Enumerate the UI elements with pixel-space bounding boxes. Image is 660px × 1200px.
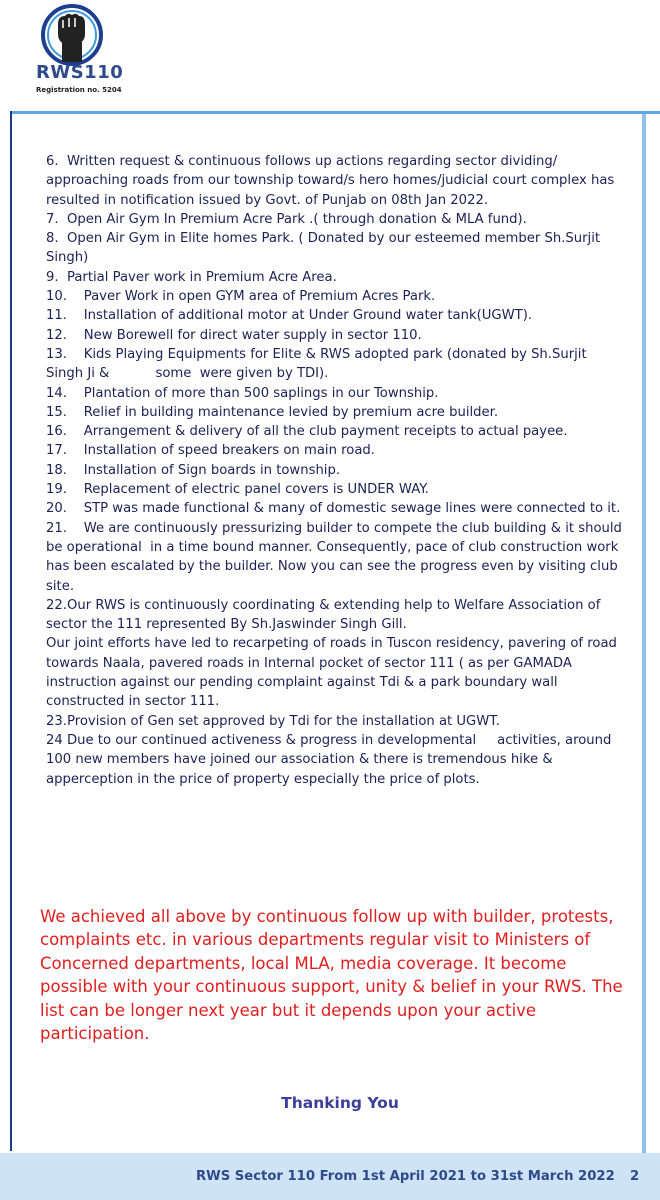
list-item: 24 Due to our continued activeness & progress in developmental activities, around 100 new members have joined our association & there is tremendous hike & apperception in the price of property especially the price of plots.	[46, 732, 616, 787]
registration-number: Registration no. 5204	[36, 86, 122, 94]
footer	[0, 1153, 660, 1200]
list-item: 11. Installation of additional motor at Under Ground water tank(UGWT).	[46, 308, 533, 324]
logo	[36, 4, 108, 66]
list-item: 14. Plantation of more than 500 saplings in our Township.	[46, 385, 439, 401]
list-item: 16. Arrangement & delivery of all the club payment receipts to actual payee.	[46, 424, 568, 440]
footer-text: RWS Sector 110 From 1st April 2021 to 31st March 2022	[196, 1169, 615, 1184]
list-item: 13. Kids Playing Equipments for Elite & RWS adopted park (donated by Sh.Surjit Singh Ji & some were given by TDI).	[46, 346, 591, 382]
list-item: 7. Open Air Gym In Premium Acre Park .( through donation & MLA fund).	[46, 211, 527, 227]
frame-right-border	[642, 114, 646, 1154]
list-item: 9. Partial Paver work in Premium Acre Area.	[46, 269, 337, 285]
list-item: 17. Installation of speed breakers on main road.	[46, 443, 375, 459]
list-item: 18. Installation of Sign boards in township.	[46, 462, 341, 478]
list-item: 8. Open Air Gym in Elite homes Park. ( Donated by our esteemed member Sh.Surjit Singh)	[46, 231, 605, 266]
list-item: 20. STP was made functional & many of domestic sewage lines were connected to it.	[46, 501, 621, 517]
raised-fist-logo-icon	[36, 4, 108, 66]
page-number: 2	[630, 1169, 640, 1184]
appeal-paragraph	[40, 905, 630, 1045]
org-name: RWS110	[36, 62, 124, 83]
list-item: 19. Replacement of electric panel covers is UNDER WAY.	[46, 482, 429, 498]
list-item: Our joint efforts have led to recarpeting of roads in Tuscon residency, pavering of road towards Naala, pavered roads in Internal pocket of sector 111 ( as per GAMADA instruction against our pending complaint against Tdi & a park boundary wall constructed in sector 111.	[46, 636, 622, 710]
achievements-list	[46, 152, 626, 789]
appeal-text: We achieved all above by continuous follow up with builder, protests, complaints etc. in various departments regular visit to Ministers of Concerned departments, local MLA, media coverage. It become possible with your continuous support, unity & belief in your RWS. The list can be longer next year but it depends upon your active participation.	[40, 907, 623, 1044]
list-item: 12. New Borewell for direct water supply in sector 110.	[46, 327, 422, 343]
list-item: 15. Relief in building maintenance levied by premium acre builder.	[46, 404, 499, 420]
list-item: 22.Our RWS is continuously coordinating & extending help to Welfare Association of sector the 111 represented By Sh.Jaswinder Singh Gill.	[46, 597, 605, 633]
list-item: 10. Paver Work in open GYM area of Premium Acres Park.	[46, 289, 436, 305]
list-item: 23.Provision of Gen set approved by Tdi for the installation at UGWT.	[46, 713, 501, 729]
frame-top-border	[10, 111, 660, 114]
frame-left-border	[10, 111, 12, 1151]
list-item: 21. We are continuously pressurizing builder to compete the club building & it should be operational in a time bound manner. Consequently, pace of club construction work has been escalated by the builder. Now you can see the progress even by visiting club site.	[46, 520, 627, 594]
list-item: 6. Written request & continuous follows up actions regarding sector dividing/ approaching roads from our township toward/s hero homes/judicial court complex has resulted in notification issued by Govt. of Punjab on 08th Jan 2022.	[46, 154, 619, 208]
closing-text: Thanking You	[281, 1094, 399, 1112]
